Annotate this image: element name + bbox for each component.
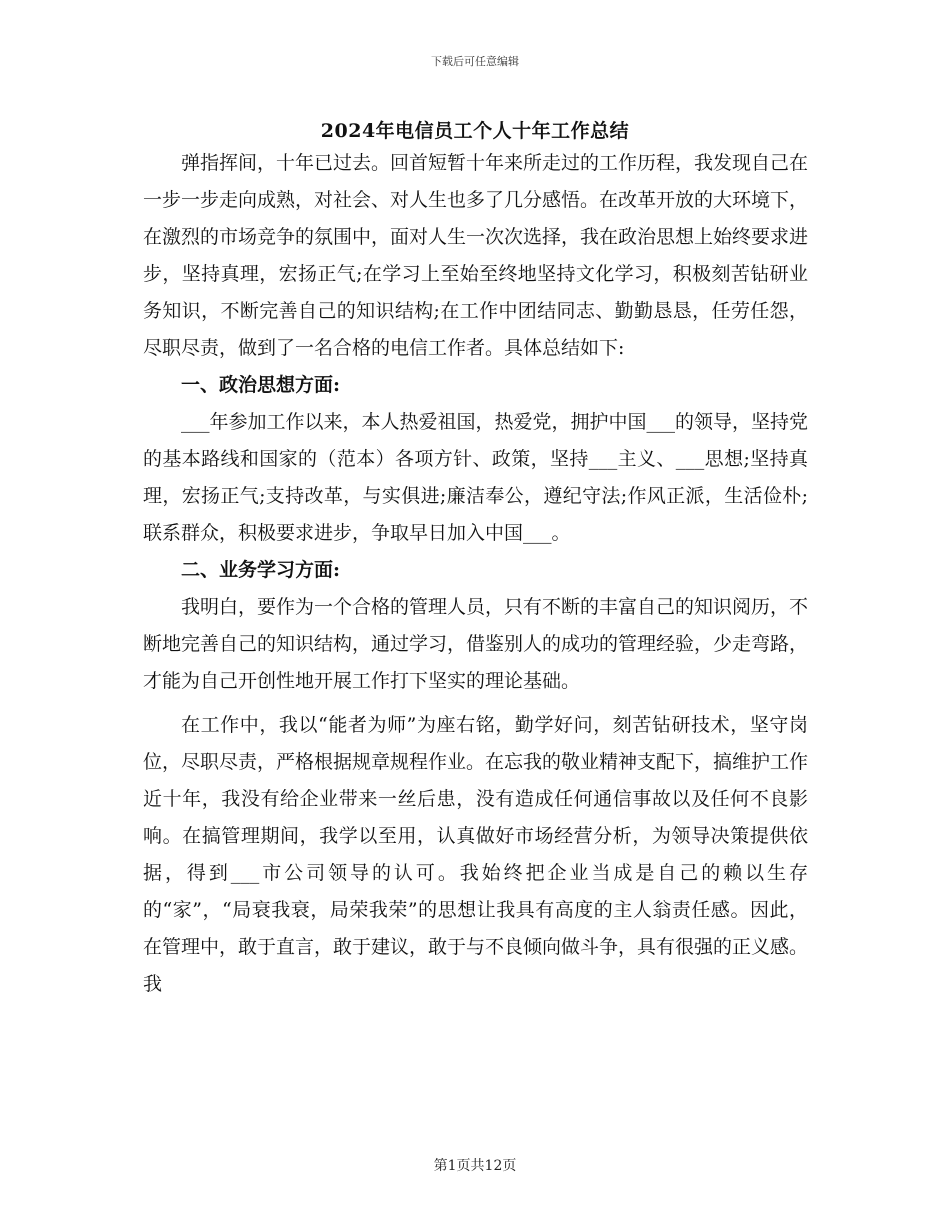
politics-paragraph: ___年参加工作以来，本人热爱祖国，热爱党，拥护中国___的领导，坚持党的基本路线和国家的（范本）各项方针、政策，坚持___主义、___思想;坚持真理，宏扬正气;支持改革，与实俱进;廉洁奉公，遵纪守法;作风正派，生活俭朴;联系群众，积极要求进步，争取早日加入中国___。 xyxy=(143,411,809,544)
section-heading-politics: 一、政治思想方面: xyxy=(181,374,341,396)
study-paragraph-1: 我明白，要作为一个合格的管理人员，只有不断的丰富自己的知识阅历，不断地完善自己的知识结构，通过学习，借鉴别人的成功的管理经验，少走弯路，才能为自己开创性地开展工作打下坚实的理论基础。 xyxy=(143,596,809,692)
section-heading-study: 二、业务学习方面: xyxy=(181,559,341,581)
intro-paragraph: 弹指挥间，十年已过去。回首短暂十年来所走过的工作历程，我发现自己在一步一步走向成熟，对社会、对人生也多了几分感悟。在改革开放的大环境下，在激烈的市场竞争的氛围中，面对人生一次次选择，我在政治思想上始终要求进步，坚持真理，宏扬正气;在学习上至始至终地坚持文化学习，积极刻苦钻研业务知识，不断完善自己的知识结构;在工作中团结同志、勤勤恳恳，任劳任怨，尽职尽责，做到了一名合格的电信工作者。具体总结如下: xyxy=(143,152,809,359)
study-paragraph-2: 在工作中，我以“能者为师”为座右铭，勤学好问，刻苦钻研技术，坚守岗位，尽职尽责，严格根据规章规程作业。在忘我的敬业精神支配下，搞维护工作近十年，我没有给企业带来一丝后患，没有造成任何通信事故以及任何不良影响。在搞管理期间，我学以至用，认真做好市场经营分析，为领导决策提供依据，得到___市公司领导的认可。我始终把企业当成是自己的赖以生存的“家”，“局衰我衰，局荣我荣”的思想让我具有高度的主人翁责任感。因此，在管理中，敢于直言，敢于建议，敢于与不良倾向做斗争，具有很强的正义感。我 xyxy=(143,714,809,995)
header-note: 下载后可任意编辑 xyxy=(431,55,519,68)
document-title: 2024年电信员工个人十年工作总结 xyxy=(320,120,630,142)
page-footer: 第1页共12页 xyxy=(433,1158,517,1174)
document-body xyxy=(143,145,808,1003)
